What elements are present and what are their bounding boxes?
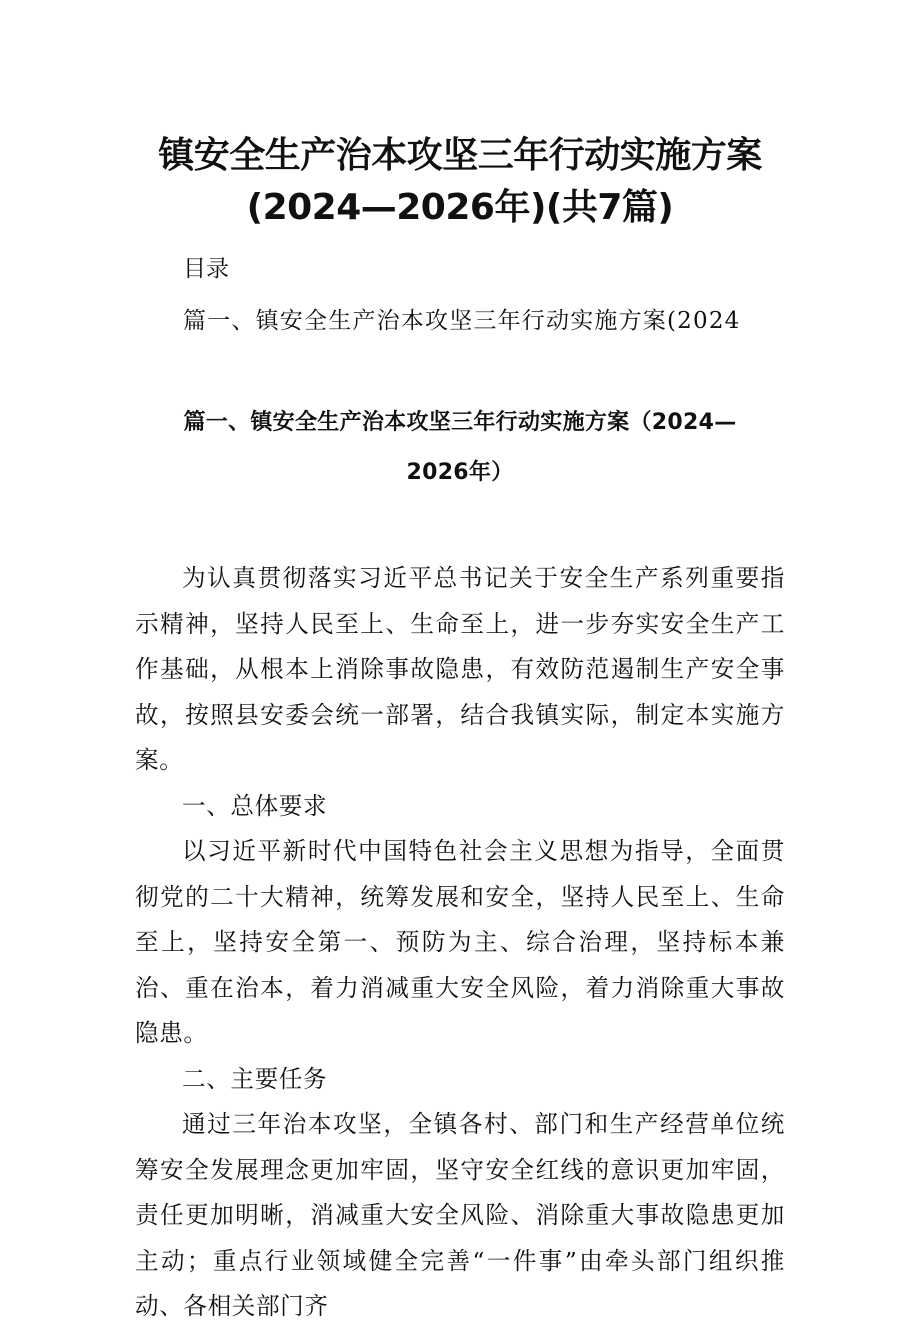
section-heading-line-2: 2026年）	[406, 460, 514, 485]
heading-general-requirements: 一、总体要求	[182, 791, 328, 820]
document-title-line-2: (2024—2026年)(共7篇)	[246, 187, 674, 228]
toc-label: 目录	[183, 256, 229, 282]
document-title-line-1: 镇安全生产治本攻坚三年行动实施方案	[158, 135, 762, 176]
toc-item-1[interactable]: 篇一、镇安全生产治本攻坚三年行动实施方案(2024	[183, 308, 741, 334]
document-body	[135, 556, 785, 1330]
paragraph-intro: 为认真贯彻落实习近平总书记关于安全生产系列重要指示精神，坚持人民至上、生命至上，进一步夯实安全生产工作基础，从根本上消除事故隐患，有效防范遏制生产安全事故，按照县安委会统一部署，结合我镇实际，制定本实施方案。	[135, 564, 785, 774]
paragraph-general-requirements: 以习近平新时代中国特色社会主义思想为指导，全面贯彻党的二十大精神，统筹发展和安全，坚持人民至上、生命至上，坚持安全第一、预防为主、综合治理，坚持标本兼治、重在治本，着力消减重大安全风险，着力消除重大事故隐患。	[135, 837, 785, 1047]
paragraph-main-tasks: 通过三年治本攻坚，全镇各村、部门和生产经营单位统筹安全发展理念更加牢固，坚守安全红线的意识更加牢固，责任更加明晰，消减重大安全风险、消除重大事故隐患更加主动；重点行业领域健全完善“一件事”由牵头部门组织推动、各相关部门齐	[135, 1110, 785, 1320]
section-heading-line-1: 篇一、镇安全生产治本攻坚三年行动实施方案（2024—	[183, 410, 737, 435]
heading-main-tasks: 二、主要任务	[182, 1064, 328, 1093]
